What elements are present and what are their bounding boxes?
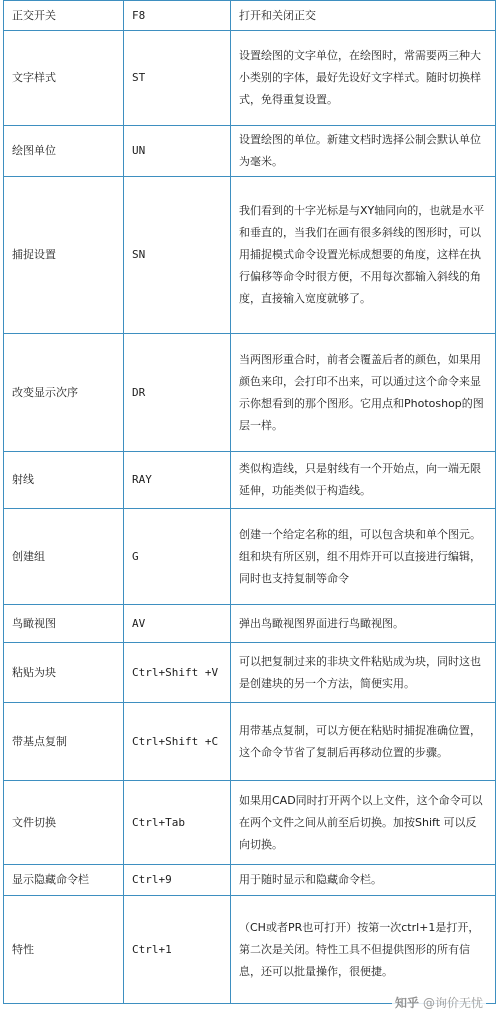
table-row: [4, 334, 496, 452]
command-name: 改变显示次序: [4, 334, 124, 452]
command-shortcut: G: [124, 509, 231, 605]
table-row: [4, 605, 496, 643]
command-description: 可以把复制过来的非块文件粘贴成为块，同时这也是创建块的另一个方法，简便实用。: [231, 643, 496, 703]
command-shortcut: AV: [124, 605, 231, 643]
command-description: 用带基点复制，可以方便在粘贴时捕捉准确位置，这个命令节省了复制后再移动位置的步骤。: [231, 703, 496, 781]
table-row: [4, 896, 496, 1004]
command-description: 设置绘图的单位。新建文档时选择公制会默认单位为毫米。: [231, 126, 496, 177]
command-shortcut: ST: [124, 31, 231, 126]
command-shortcut: RAY: [124, 452, 231, 509]
watermark-author: @询价无忧: [422, 996, 483, 1010]
command-shortcut: Ctrl+Shift +V: [124, 643, 231, 703]
command-name: 创建组: [4, 509, 124, 605]
table-row: [4, 703, 496, 781]
command-description: 弹出鸟瞰视图界面进行鸟瞰视图。: [231, 605, 496, 643]
command-shortcut: F8: [124, 1, 231, 31]
command-description: （CH或者PR也可打开）按第一次ctrl+1是打开，第二次是关闭。特性工具不但提供图形的所有信息，还可以批量操作，很便捷。: [231, 896, 496, 1004]
table-row: [4, 781, 496, 865]
command-name: 特性: [4, 896, 124, 1004]
command-shortcut: UN: [124, 126, 231, 177]
command-description: 创建一个给定名称的组，可以包含块和单个图元。组和块有所区别，组不用炸开可以直接进行编辑，同时也支持复制等命令: [231, 509, 496, 605]
command-shortcut: Ctrl+1: [124, 896, 231, 1004]
table-row: [4, 31, 496, 126]
table-row: [4, 865, 496, 896]
table-row: [4, 452, 496, 509]
command-shortcut: Ctrl+Tab: [124, 781, 231, 865]
command-name: 绘图单位: [4, 126, 124, 177]
command-name: 粘贴为块: [4, 643, 124, 703]
command-name: 文件切换: [4, 781, 124, 865]
table-row: [4, 126, 496, 177]
table-row: [4, 643, 496, 703]
command-description: 我们看到的十字光标是与XY轴同向的，也就是水平和垂直的，当我们在画有很多斜线的图形时，可以用捕捉模式命令设置光标成想要的角度，这样在执行偏移等命令时很方便，不用每次都输入斜线的角度，直接输入宽度就够了。: [231, 177, 496, 334]
shortcut-table: [3, 0, 496, 1004]
table-row: [4, 177, 496, 334]
command-shortcut: SN: [124, 177, 231, 334]
table-row: [4, 1, 496, 31]
command-name: 文字样式: [4, 31, 124, 126]
command-shortcut: Ctrl+9: [124, 865, 231, 896]
command-description: 打开和关闭正交: [231, 1, 496, 31]
command-name: 正交开关: [4, 1, 124, 31]
watermark: [392, 993, 486, 1012]
command-shortcut: DR: [124, 334, 231, 452]
command-description: 当两图形重合时，前者会覆盖后者的颜色，如果用颜色来印，会打印不出来，可以通过这个命令来显示你想看到的那个图形。它用点和Photoshop的图层一样。: [231, 334, 496, 452]
command-description: 设置绘图的文字单位，在绘图时，常需要两三种大小类别的字体，最好先设好文字样式。随时切换样式，免得重复设置。: [231, 31, 496, 126]
command-description: 类似构造线，只是射线有一个开始点，向一端无限延伸，功能类似于构造线。: [231, 452, 496, 509]
watermark-brand: 知乎: [394, 996, 419, 1010]
command-name: 显示隐藏命令栏: [4, 865, 124, 896]
command-description: 如果用CAD同时打开两个以上文件，这个命令可以在两个文件之间从前至后切换。加按Shift 可以反向切换。: [231, 781, 496, 865]
table-row: [4, 509, 496, 605]
command-name: 射线: [4, 452, 124, 509]
command-name: 捕捉设置: [4, 177, 124, 334]
command-name: 带基点复制: [4, 703, 124, 781]
command-shortcut: Ctrl+Shift +C: [124, 703, 231, 781]
command-name: 鸟瞰视图: [4, 605, 124, 643]
command-description: 用于随时显示和隐藏命令栏。: [231, 865, 496, 896]
